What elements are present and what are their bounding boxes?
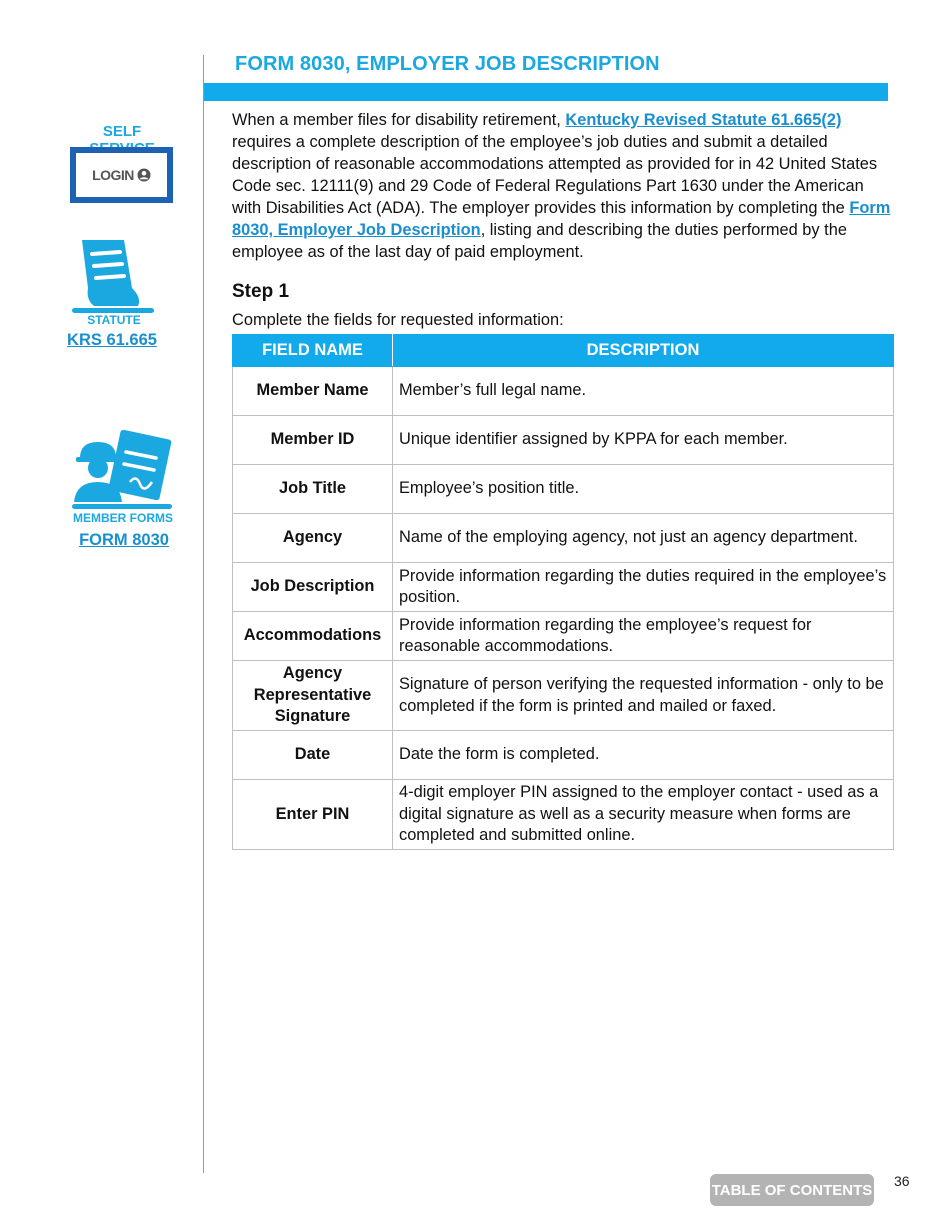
field-description-cell: Employee’s position title. bbox=[393, 465, 894, 514]
table-row bbox=[233, 465, 894, 514]
kentucky-statute-link[interactable]: Kentucky Revised Statute 61.665(2) bbox=[565, 111, 842, 129]
krs-statute-link[interactable]: KRS 61.665 bbox=[67, 331, 157, 349]
form-8030-inline-link[interactable]: Form 8030, Employer Job Description bbox=[232, 199, 891, 239]
intro-text-3: , listing and describing the duties performed by the employee as of the last day of paid employment. bbox=[232, 221, 847, 261]
table-row bbox=[233, 563, 894, 612]
intro-text-2: requires a complete description of the employee’s job duties and submit a detailed description of reasonable accommodations attempted as provided for in 42 United States Code sec. 12111(9) and 29 Code of Federal Regulations Part 1630 under the American with Disabilities Act (ADA). The employer provides this information by completing the bbox=[232, 133, 878, 217]
field-name-cell: Member Name bbox=[233, 367, 393, 416]
table-row bbox=[233, 367, 894, 416]
header-description: DESCRIPTION bbox=[393, 335, 894, 367]
field-description-cell: Date the form is completed. bbox=[393, 731, 894, 780]
step-instructions: Complete the fields for requested information: bbox=[232, 311, 564, 329]
field-name-cell: Member ID bbox=[233, 416, 393, 465]
field-name-cell: Job Title bbox=[233, 465, 393, 514]
field-name-cell: Enter PIN bbox=[233, 780, 393, 850]
field-description-table bbox=[232, 334, 894, 850]
worker-form-icon bbox=[70, 430, 174, 512]
step-heading: Step 1 bbox=[232, 281, 290, 302]
intro-text-1: When a member files for disability retirement, bbox=[232, 111, 566, 129]
field-description-cell: Unique identifier assigned by KPPA for each member. bbox=[393, 416, 894, 465]
field-name-cell: Agency Representative Signature bbox=[233, 661, 393, 731]
member-forms-label: MEMBER FORMS bbox=[73, 511, 173, 525]
header-field-name: FIELD NAME bbox=[233, 335, 393, 367]
page-number: 36 bbox=[894, 1173, 910, 1189]
user-circle-icon bbox=[137, 168, 151, 182]
field-description-cell: Provide information regarding the duties required in the employee’s position. bbox=[393, 563, 894, 612]
table-header-row bbox=[233, 335, 894, 367]
field-description-cell: Member’s full legal name. bbox=[393, 367, 894, 416]
field-description-cell: 4-digit employer PIN assigned to the employer contact - used as a digital signature as well as a security measure when forms are completed and submitted online. bbox=[393, 780, 894, 850]
login-button-face bbox=[76, 153, 167, 197]
page-title: FORM 8030, EMPLOYER JOB DESCRIPTION bbox=[235, 53, 660, 75]
vertical-divider bbox=[203, 55, 204, 1173]
login-button[interactable] bbox=[70, 147, 173, 203]
table-row bbox=[233, 780, 894, 850]
field-description-cell: Provide information regarding the employee’s request for reasonable accommodations. bbox=[393, 612, 894, 661]
field-description-cell: Signature of person verifying the requested information - only to be completed if the form is printed and mailed or faxed. bbox=[393, 661, 894, 731]
table-row bbox=[233, 731, 894, 780]
table-row bbox=[233, 661, 894, 731]
field-name-cell: Date bbox=[233, 731, 393, 780]
field-name-cell: Accommodations bbox=[233, 612, 393, 661]
login-button-label: LOGIN bbox=[92, 167, 134, 183]
table-row bbox=[233, 612, 894, 661]
table-of-contents-button[interactable]: TABLE OF CONTENTS bbox=[710, 1174, 874, 1206]
document-scroll-icon bbox=[68, 236, 158, 314]
field-description-cell: Name of the employing agency, not just an agency department. bbox=[393, 514, 894, 563]
table-row bbox=[233, 416, 894, 465]
table-row bbox=[233, 514, 894, 563]
statute-label: STATUTE bbox=[87, 313, 141, 327]
field-name-cell: Job Description bbox=[233, 563, 393, 612]
field-name-cell: Agency bbox=[233, 514, 393, 563]
self-service-label: SELF bbox=[102, 123, 142, 140]
intro-paragraph bbox=[232, 109, 892, 263]
title-underline-bar bbox=[204, 83, 888, 101]
form-8030-link[interactable]: FORM 8030 bbox=[79, 531, 169, 549]
